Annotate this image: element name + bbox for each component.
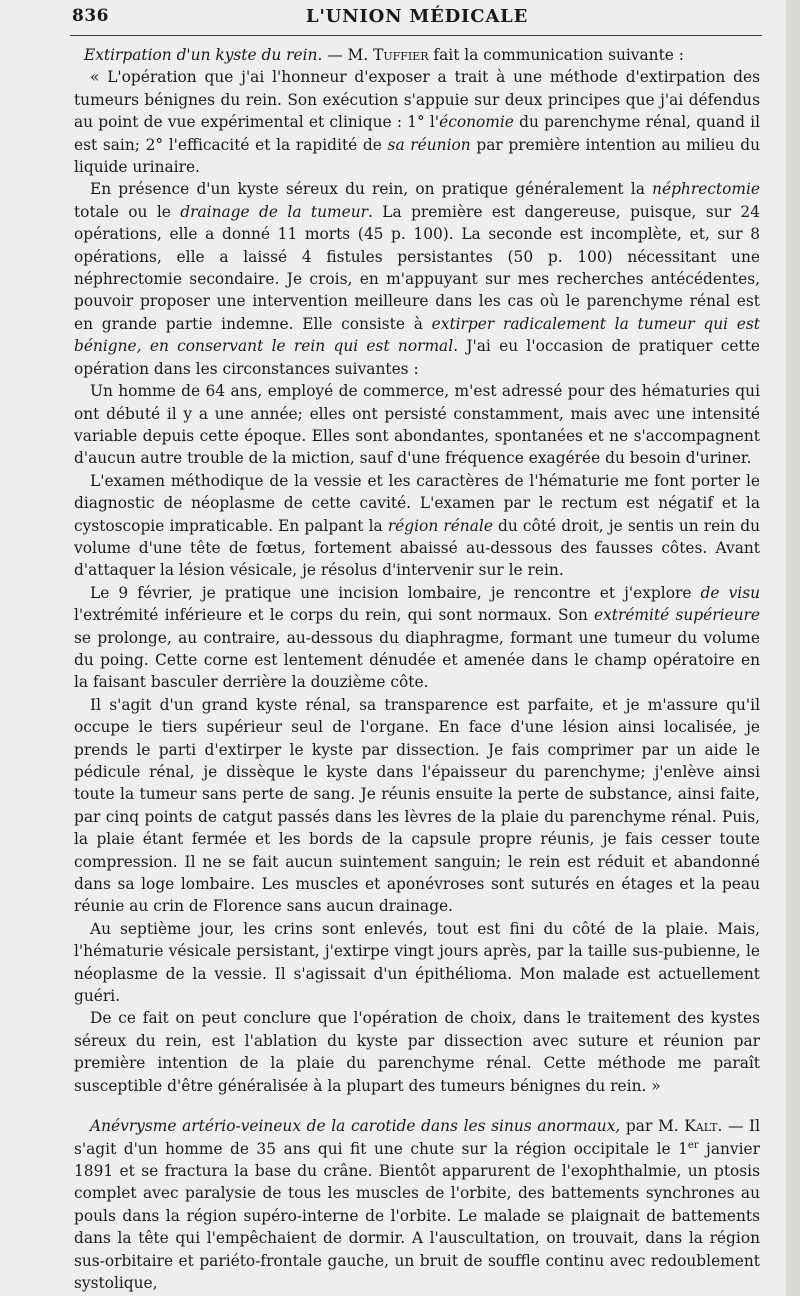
article2-title: Anévrysme artério-veineux de la carotide dans les sinus anormaux, [90, 1117, 621, 1136]
page-number: 836 [72, 6, 109, 26]
paragraph-4: L'examen méthodique de la vessie et les caractères de l'hématurie me font porter le diagnostic de néoplasme de cette cavité. L'examen par le rectum est négatif et la cystoscopie impraticable. En palpant la région rénale du côté droit, je sentis un rein du volume d'une tête de fœtus, fortement abaissé au-dessous des fausses côtes. Avant d'attaquer la lésion vésicale, je résolus d'intervenir sur le rein. [74, 471, 760, 580]
article1-author: Tuffier [373, 46, 429, 64]
article1-title: Extirpation d'un kyste du rein. [84, 46, 323, 64]
running-title: L'UNION MÉDICALE [305, 6, 529, 27]
article2-paragraph: Anévrysme artério-veineux de la carotide dans les sinus anormaux, par M. Kalt. — Il s'agit d'un homme de 35 ans qui fit une chute sur la région occipitale le 1er janvier 1891 et se fractura la base du crâne. Bientôt apparurent de l'exophthalmie, un ptosis complet avec paralysie de tous les muscles de l'orbite, des battements synchrones au pouls dans la région supéro-interne de l'orbite. Le malade se plaignait de battements dans la tête qui l'empêchaient de dormir. A l'auscultation, on trouvait, dans la région sus-orbitaire et pariéto-frontale gauche, un bruit de souffle continu avec redoublement systolique, [74, 1117, 760, 1292]
page-header [72, 6, 762, 30]
page-gutter-shadow [786, 0, 800, 1296]
paragraph-5: Le 9 février, je pratique une incision lombaire, je rencontre et j'explore de visu l'extrémité inférieure et le corps du rein, qui sont normaux. Son extrémité supérieure se prolonge, au contraire, au-dessous du diaphragme, formant une tumeur du volume du poing. Cette corne est lentement dénudée et amenée dans le champ opératoire en la faisant basculer derrière la douzième côte. [74, 583, 761, 692]
header-rule [70, 35, 762, 36]
article-body [74, 44, 760, 1294]
paragraph-3: Un homme de 64 ans, employé de commerce, m'est adressé pour des hématuries qui ont débuté il y a une année; elles ont persisté constamment, mais avec une intensité variable depuis cette époque. Elles sont abondantes, spontanées et ne s'accompagnent d'aucun autre trouble de la miction, sauf d'une fréquence exagérée du besoin d'uriner. [74, 382, 760, 468]
paragraph-8: De ce fait on peut conclure que l'opération de choix, dans le traitement des kystes séreux du rein, est l'ablation du kyste par dissection avec suture et réunion par première intention de la plaie du parenchyme rénal. Cette méthode me paraît susceptible d'être généralisée à la plupart des tumeurs bénignes du rein. » [74, 1009, 760, 1095]
paragraph-6: Il s'agit d'un grand kyste rénal, sa transparence est parfaite, et je m'assure qu'il occupe le tiers supérieur seul de l'organe. En face d'une lésion ainsi localisée, je prends le parti d'extirper le kyste par dissection. Je fais comprimer par un aide le pédicule rénal, je dissèque le kyste dans l'épaisseur du parenchyme; j'enlève ainsi toute la tumeur sans perte de sang. Je réunis ensuite la perte de substance, ainsi faite, par cinq points de catgut passés dans les lèvres de la plaie du parenchyme rénal. Puis, la plaie étant fermée et les bords de la capsule propre réunis, je fais cesser toute compression. Il ne se fait aucun suintement sanguin; le rein est réduit et abandonné dans sa loge lombaire. Les muscles et aponévroses sont suturés en étages et la peau réunie au crin de Florence sans aucun drainage. [74, 695, 760, 916]
paragraph-1: « L'opération que j'ai l'honneur d'exposer a trait à une méthode d'extirpation des tumeurs bénignes du rein. Son exécution s'appuie sur deux principes que j'ai défendus au point de vue expérimental et clinique : 1° l'économie du parenchyme rénal, quand il est sain; 2° l'efficacité et la rapidité de sa réunion par première intention au milieu du liquide urinaire. [74, 68, 761, 177]
article2-author: Kalt [684, 1117, 718, 1136]
paragraph-2: En présence d'un kyste séreux du rein, on pratique généralement la néphrectomie totale ou le drainage de la tumeur. La première est dangereuse, puisque, sur 24 opérations, elle a donné 11 morts (45 p. 100). La seconde est incomplète, et, sur 8 opérations, elle a laissé 4 fistules persistantes (50 p. 100) nécessitant une néphrectomie secondaire. Je crois, en m'appuyant sur mes recherches antécédentes, pouvoir proposer une intervention meilleure dans les cas où le parenchyme rénal est en grande partie indemne. Elle consiste à extirper radicalement la tumeur qui est bénigne, en conservant le rein qui est normal. J'ai eu l'occasion de pratiquer cette opération dans les circonstances suivantes : [74, 180, 760, 378]
paragraph-7: Au septième jour, les crins sont enlevés, tout est fini du côté de la plaie. Mais, l'hématurie vésicale persistant, j'extirpe vingt jours après, par la taille sus-pubienne, le néoplasme de la vessie. Il s'agissait d'un épithélioma. Mon malade est actuellement guéri. [74, 919, 760, 1006]
article1-heading: Extirpation d'un kyste du rein. — M. Tuffier fait la communication suivante : [84, 46, 684, 64]
